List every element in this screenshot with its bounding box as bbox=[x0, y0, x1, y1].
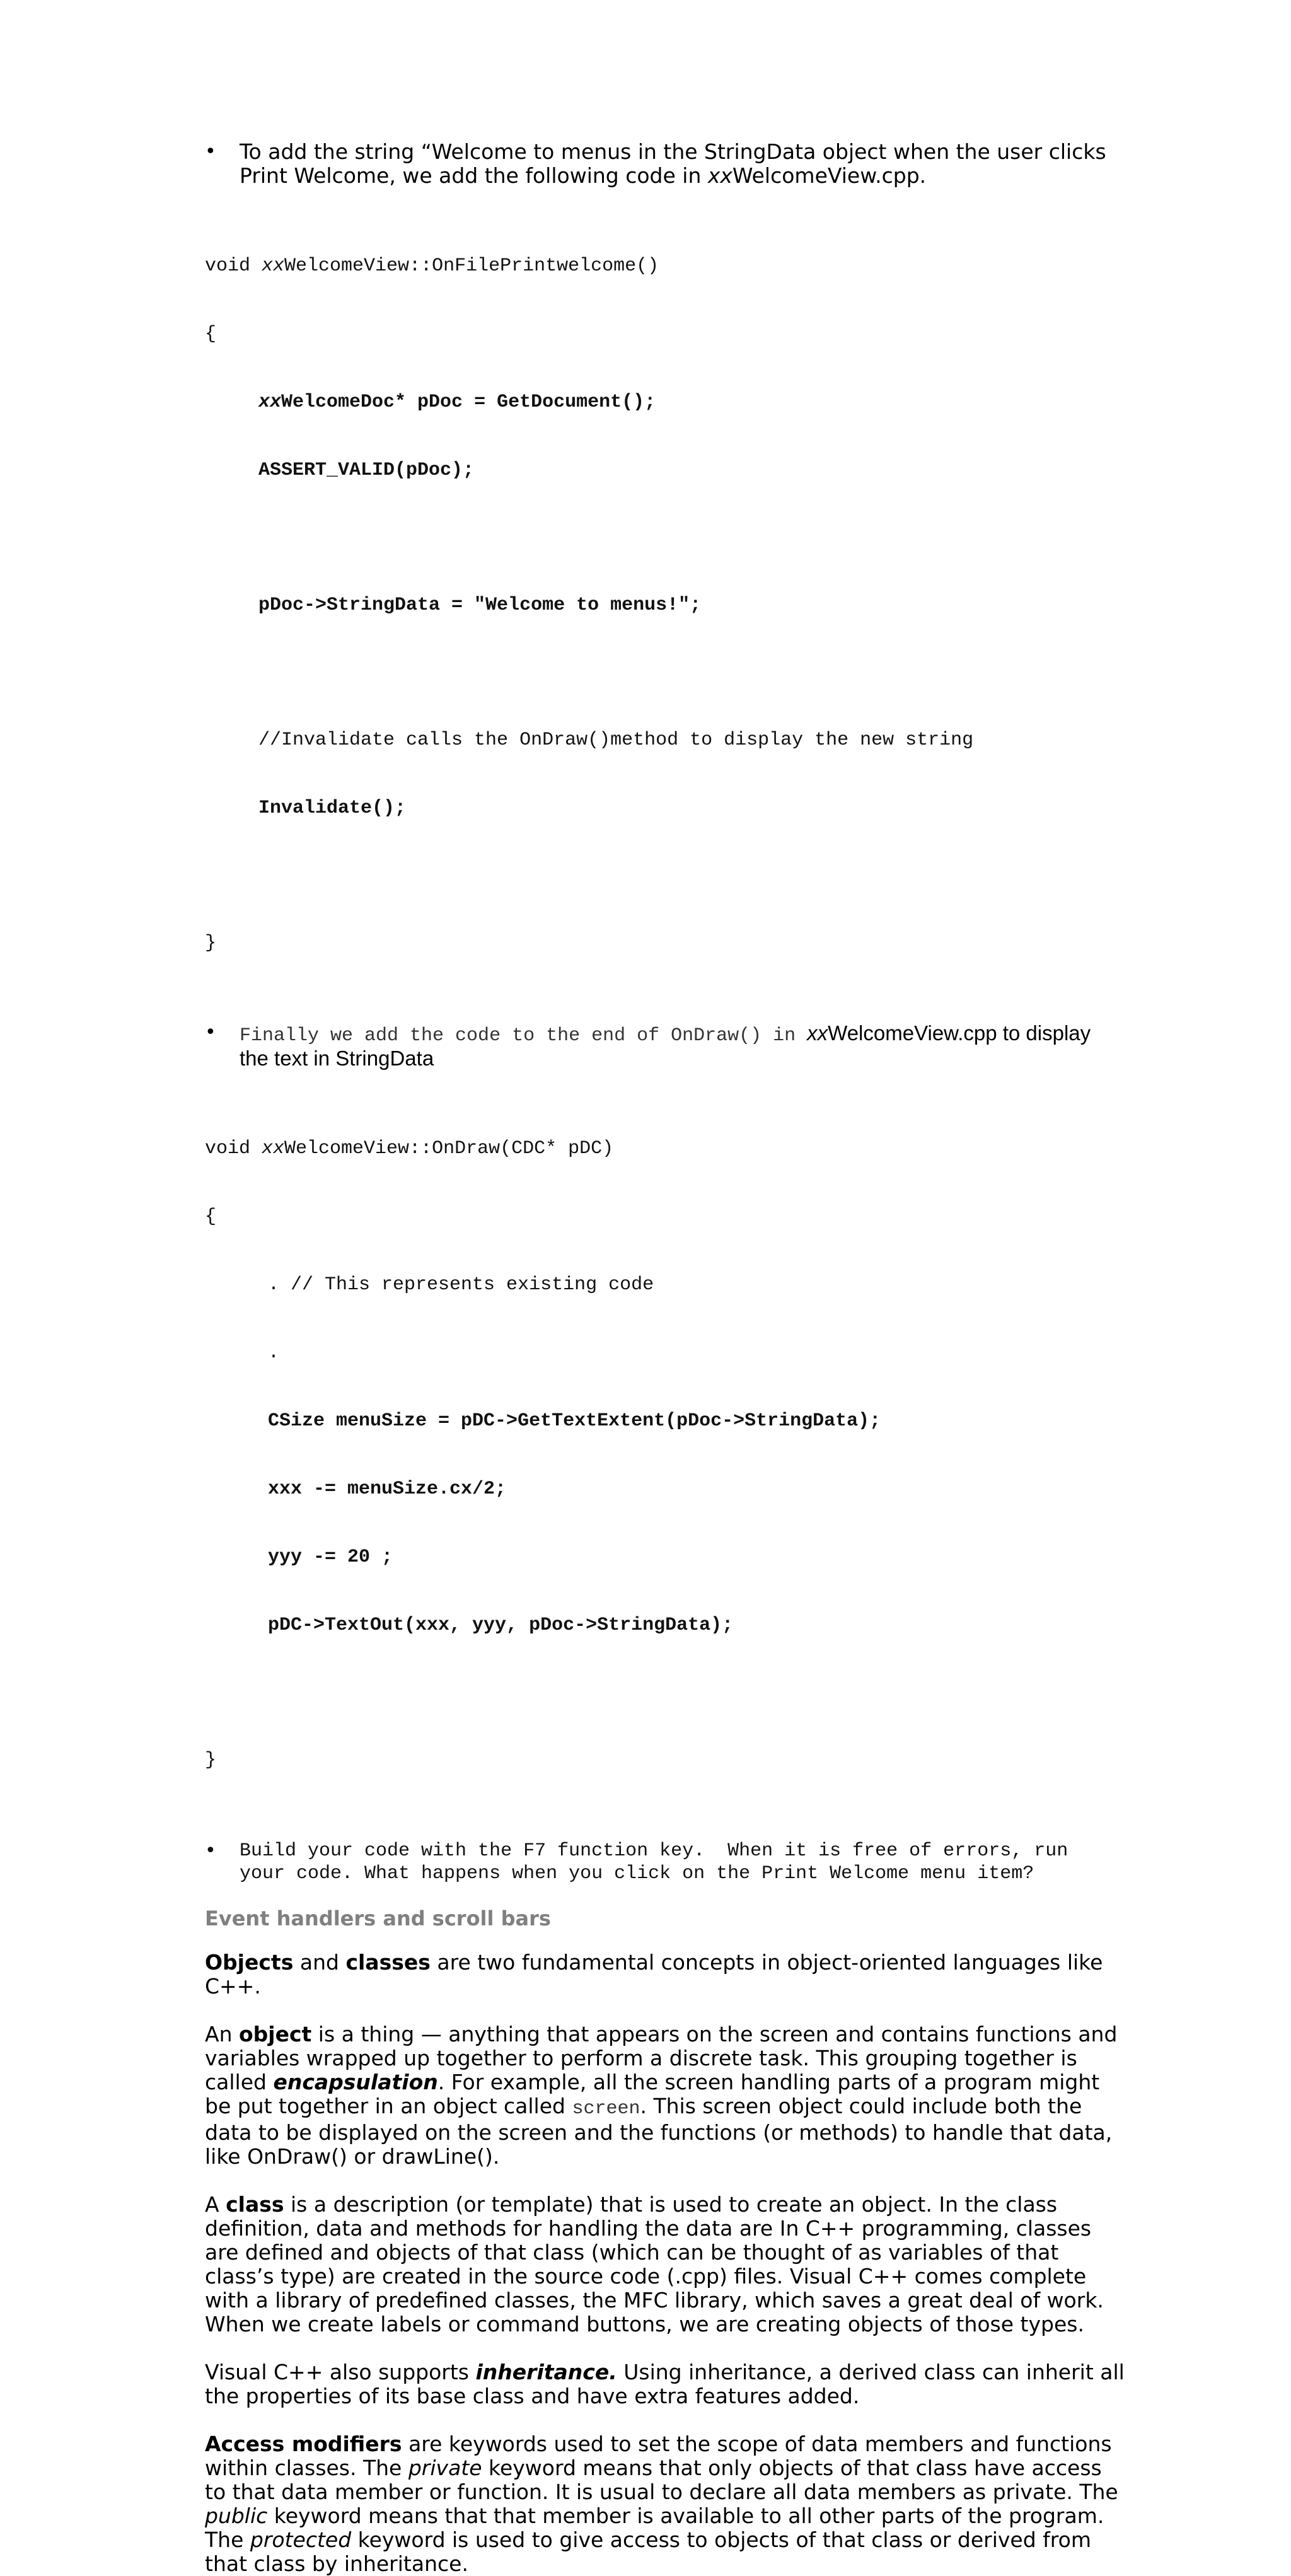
bullet-add-string bbox=[205, 140, 1125, 188]
code1-line-stringdata: pDoc->StringData = "Welcome to menus!"; bbox=[258, 595, 702, 616]
bullet3-line2: your code. What happens when you click on the Print Welcome menu item? bbox=[240, 1863, 1034, 1884]
code1-close-brace: } bbox=[205, 932, 217, 954]
paragraph-access-modifiers: Access modifiers are keywords used to set the scope of data members and functions within classes. The private keyword means that only objects of that class have access to that data member or function. It is usual to declare all data members as private. The public keyword means that that member is available to all other parts of the program. The protected keyword is used to give access to objects of that class or derived from that class by inheritance. bbox=[205, 2432, 1118, 2576]
bullet1-text: To add the string “Welcome to menus in the StringData object when the user clicks Print Welcome, we add the following code in bbox=[240, 139, 1106, 188]
bullet2-mono: Finally we add the code to the end of OnDraw() in bbox=[240, 1025, 808, 1047]
bullet2-xx: xx bbox=[807, 1021, 828, 1045]
code1-line-getdocument: xxWelcomeDoc* pDoc = GetDocument(); bbox=[258, 392, 656, 413]
code2-line-yyy: yyy -= 20 ; bbox=[268, 1546, 393, 1568]
code1-line-invalidate: Invalidate(); bbox=[258, 798, 407, 819]
bullet3-line1: • Build your code with the F7 function key. When it is free of errors, run bbox=[240, 1840, 1068, 1862]
code2-line-textout: pDC->TextOut(xxx, yyy, pDoc->StringData); bbox=[268, 1615, 734, 1636]
bullet-finally-ondraw bbox=[205, 1021, 1125, 1070]
code1-line-assert: ASSERT_VALID(pDoc); bbox=[258, 460, 475, 481]
code-block-ondraw bbox=[205, 1092, 1125, 1817]
bullet1-xx: xx bbox=[707, 163, 732, 188]
code1-signature: void xxWelcomeView::OnFilePrintwelcome() bbox=[205, 255, 659, 277]
paragraph-objects-classes: Objects and classes are two fundamental concepts in object-oriented languages like C++. bbox=[205, 1950, 1103, 1999]
code2-line-csize: CSize menuSize = pDC->GetTextExtent(pDoc->StringData); bbox=[268, 1410, 881, 1432]
code1-open-brace: { bbox=[205, 323, 217, 345]
code2-close-brace: } bbox=[205, 1749, 217, 1771]
paragraph-object: An object is a thing — anything that appears on the screen and contains functions and variables wrapped up together to perform a discrete task. This grouping together is called encapsulation. For example, all the screen handling parts of a program might be put together in an object called screen. This screen object could include both the data to be displayed on the screen and the functions (or methods) to handle that data, like OnDraw() or drawLine(). bbox=[205, 2022, 1118, 2169]
code-block-onfileprintwelcome bbox=[205, 209, 1125, 1000]
bullet-build-code bbox=[205, 1840, 1125, 1885]
paragraph-inheritance: Visual C++ also supports inheritance. Using inheritance, a derived class can inherit all the properties of its base class and have extra features added. bbox=[205, 2360, 1125, 2408]
code1-comment: //Invalidate calls the OnDraw()method to display the new string bbox=[258, 729, 974, 751]
code2-dot: . bbox=[268, 1342, 280, 1364]
code2-signature: void xxWelcomeView::OnDraw(CDC* pDC) bbox=[205, 1138, 614, 1159]
section-heading: Event handlers and scroll bars bbox=[205, 1906, 551, 1930]
bullet1-filename: WelcomeView.cpp. bbox=[732, 163, 927, 188]
code2-open-brace: { bbox=[205, 1206, 217, 1227]
code2-existing-comment: . // This represents existing code bbox=[268, 1274, 654, 1296]
document-page bbox=[205, 140, 1125, 2576]
paragraph-class: A class is a description (or template) that is used to create an object. In the class definition, data and methods for handling the data are In C++ programming, classes are defined and objects of that class (which can be thought of as variables of that class’s type) are created in the source code (.cpp) files. Visual C++ comes complete with a library of predefined classes, the MFC library, which saves a great deal of work. When we create labels or command buttons, we are creating objects of those types. bbox=[205, 2192, 1104, 2336]
code2-line-xxx: xxx -= menuSize.cx/2; bbox=[268, 1478, 507, 1500]
bullet2-rest: WelcomeView.cpp to display the text in StringData bbox=[240, 1021, 1091, 1070]
